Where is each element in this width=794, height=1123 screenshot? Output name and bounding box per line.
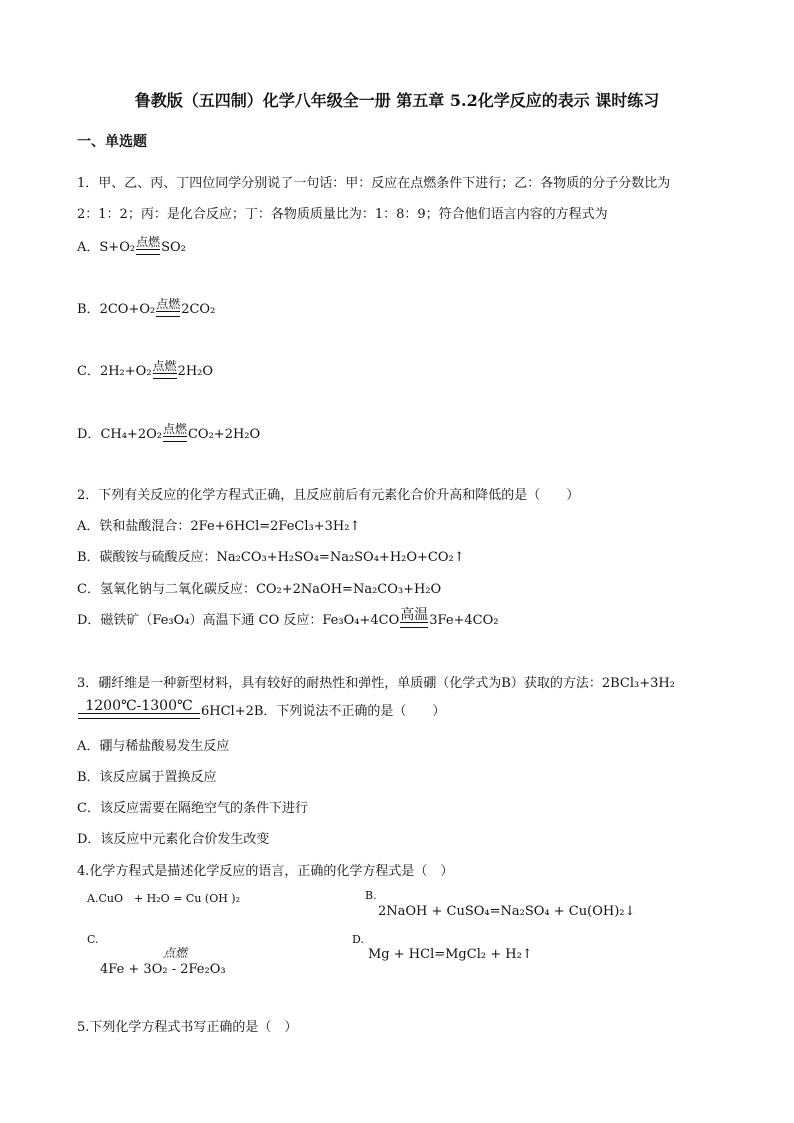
q2-option-a: A．铁和盐酸混合：2Fe+6HCl=2FeCl₃+3H₂↑ bbox=[77, 519, 361, 534]
q1-option-c: C．2H₂+O₂ 点燃 2H₂O bbox=[77, 359, 214, 379]
q3-option-d: D．该反应中元素化合价发生改变 bbox=[77, 832, 270, 847]
q4-option-a: A.CuO + H₂O = Cu (OH )₂ bbox=[87, 892, 241, 905]
q4-stem: 4.化学方程式是描述化学反应的语言，正确的化学方程式是（ ） bbox=[77, 864, 454, 879]
q3-stem-line1: 3．硼纤维是一种新型材料，具有较好的耐热性和弹性，单质硼（化学式为B）获取的方法：2BCl₃+3H₂ bbox=[77, 676, 675, 691]
q5-stem: 5.下列化学方程式书写正确的是（ ） bbox=[77, 1020, 298, 1035]
q2-option-b: B．碳酸铵与硫酸反应：Na₂CO₃+H₂SO₄=Na₂SO₄+H₂O+CO₂↑ bbox=[77, 550, 465, 565]
q1-stem-line2: 2：1：2；丙：是化合反应；丁：各物质质量比为：1：8：9；符合他们语言内容的方程式为 bbox=[77, 207, 608, 222]
q3-option-b: B．该反应属于置换反应 bbox=[77, 770, 217, 785]
q3-option-c: C．该反应需要在隔绝空气的条件下进行 bbox=[77, 801, 308, 816]
q4-option-d-equation: Mg + HCl=MgCl₂ + H₂↑ bbox=[368, 947, 533, 962]
q3-option-a: A．硼与稀盐酸易发生反应 bbox=[77, 739, 230, 754]
q4-option-c-condition: 点燃 bbox=[163, 946, 188, 960]
q1-option-d: D．CH₄+2O₂ 点燃 CO₂+2H₂O bbox=[77, 422, 261, 442]
q4-option-c-equation: 4Fe + 3O₂ - 2Fe₂O₃ bbox=[100, 962, 226, 977]
q1-option-b: B．2CO+O₂ 点燃 2CO₂ bbox=[77, 297, 216, 317]
q4-option-d-label: D. bbox=[352, 933, 364, 946]
q4-option-b-label: B. bbox=[365, 889, 377, 902]
q2-option-c: C．氢氧化钠与二氧化碳反应：CO₂+2NaOH=Na₂CO₃+H₂O bbox=[77, 582, 442, 597]
q4-option-b-equation: 2NaOH + CuSO₄=Na₂SO₄ + Cu(OH)₂↓ bbox=[378, 904, 636, 919]
q1-option-a: A．S+O₂ 点燃 SO₂ bbox=[77, 235, 186, 255]
q2-stem: 2．下列有关反应的化学方程式正确，且反应前后有元素化合价升高和降低的是（ ） bbox=[77, 488, 580, 503]
q3-stem-line2: 1200℃-1300℃ 6HCl+2B．下列说法不正确的是（ ） bbox=[77, 700, 445, 719]
q2-option-d: D．磁铁矿（Fe₃O₄）高温下通 CO 反应：Fe₃O₄+4CO 高温 3Fe+4CO₂ bbox=[77, 607, 499, 628]
section-heading: 一、单选题 bbox=[77, 134, 147, 150]
page-title: 鲁教版（五四制）化学八年级全一册 第五章 5.2化学反应的表示 课时练习 bbox=[134, 91, 660, 110]
q1-stem-line1: 1．甲、乙、丙、丁四位同学分别说了一句话：甲：反应在点燃条件下进行；乙：各物质的分子分数比为 bbox=[77, 176, 671, 191]
q4-option-c-label: C. bbox=[87, 933, 99, 946]
